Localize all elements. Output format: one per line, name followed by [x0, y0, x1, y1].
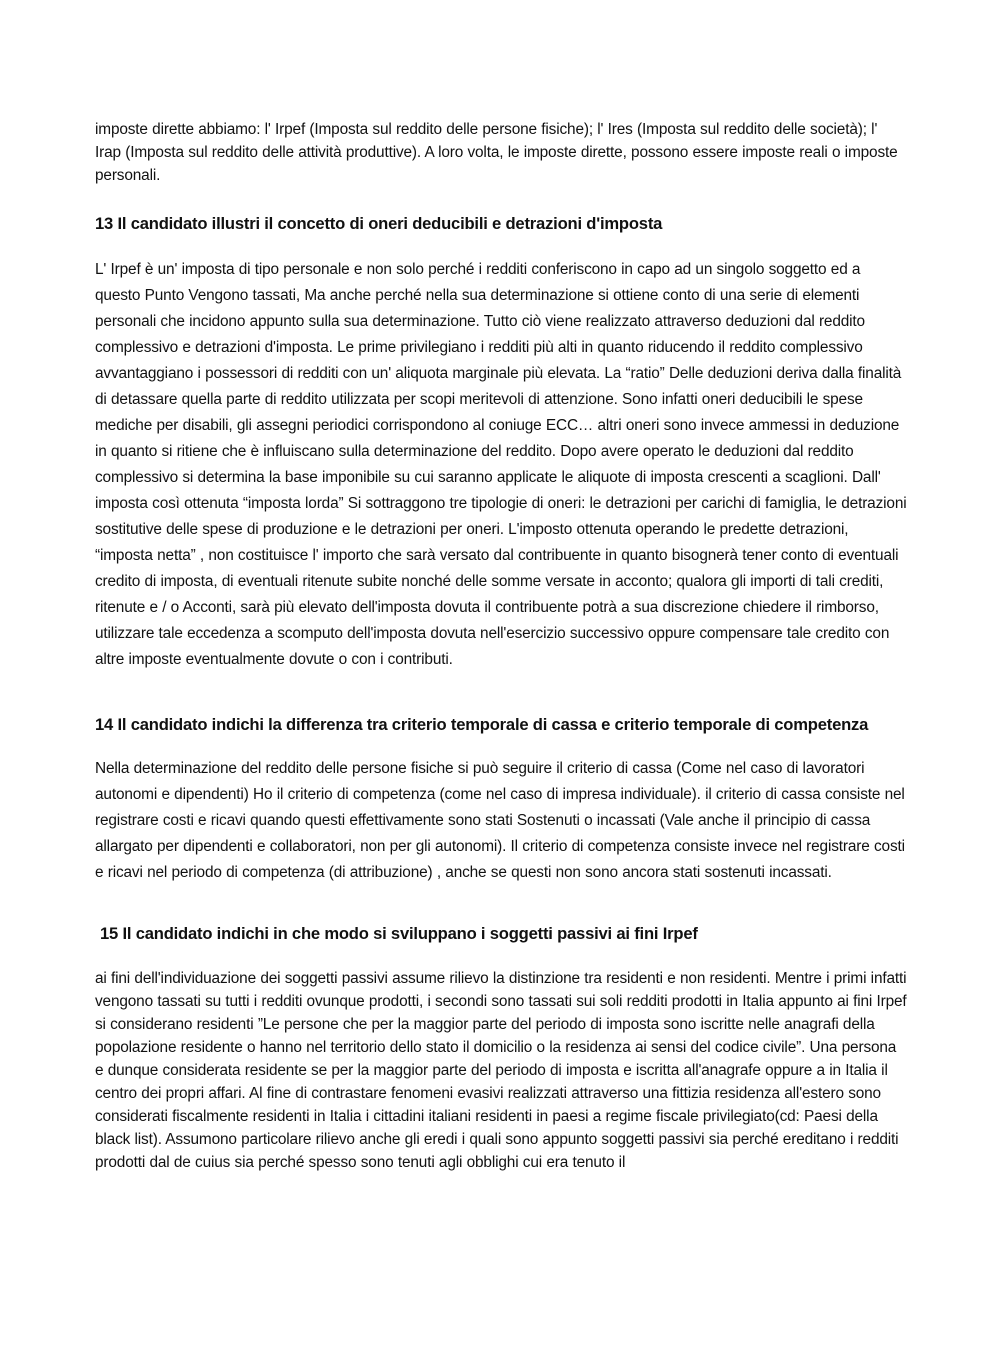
section-15-body: ai fini dell'individuazione dei soggetti passivi assume rilievo la distinzione tra residenti e non residenti. Mentre i primi infatti vengono tassati su tutti i redditi ovunque prodotti, i secondi sono tassati sui soli redditi prodotti in Italia appunto ai fini Irpef si considerano residenti ”Le persone che per la maggior parte del periodo di imposta sono iscritte nelle anagrafi della popolazione residente o hanno nel territorio dello stato il domicilio o la residenza ai sensi del codice civile”. Una persona e dunque considerata residente se per la maggior parte del periodo di imposta e iscritta all'anagrafe oppure a in Italia il centro dei propri affari. Al fine di contrastare fenomeni evasivi realizzati attraverso una fittizia residenza all'estero sono considerati fiscalmente residenti in Italia i cittadini italiani residenti in paesi a regime fiscale privilegiato(cd: Paesi della black list). Assumono particolare rilievo anche gli eredi i quali sono appunto soggetti passivi sia perché ereditano i redditi prodotti dal de cuius sia perché spesso sono tenuti agli obblighi cui era tenuto il — [95, 970, 907, 1171]
section-13-body: L' Irpef è un' imposta di tipo personale e non solo perché i redditi conferiscono in capo ad un singolo soggetto ed a questo Punto Vengono tassati, Ma anche perché nella sua determinazione si ottiene conto di una serie di elementi personali che incidono appunto sulla sua determinazione. Tutto ciò viene realizzato attraverso deduzioni dal reddito complessivo e detrazioni d'imposta. Le prime privilegiano i redditi più alti in quanto riducendo il reddito complessivo avvantaggiano i possessori di redditi con un' aliquota marginale più elevata. La “ratio” Delle deduzioni deriva dalla finalità di detassare quella parte di reddito utilizzata per scopi meritevoli di attenzione. Sono infatti oneri deducibili le spese mediche per disabili, gli assegni periodici corrispondono al coniuge ECC… altri oneri sono invece ammessi in deduzione in quanto si ritiene che è influiscano sulla determinazione del reddito. Dopo avere operato le deduzioni dal reddito complessivo si determina la base imponibile su cui saranno applicate le aliquote di imposta crescenti a scaglioni. Dall' imposta così ottenuta “imposta lorda” Si sottraggono tre tipologie di oneri: le detrazioni per carichi di famiglia, le detrazioni sostitutive delle spese di produzione e le detrazioni per oneri. L'imposto ottenuta operando le predette detrazioni, “imposta netta” , non costituisce l' importo che sarà versato dal contribuente in quanto bisognerà tener conto di eventuali credito di imposta, di eventuali ritenute subite nonché delle somme versate in acconto; qualora gli importi di tali crediti, ritenute e / o Acconti, sarà più elevato dell'imposta dovuta il contribuente potrà a sua discrezione chiedere il rimborso, utilizzare tale eccedenza a scomputo dell'imposta dovuta nell'esercizio successivo oppure compensare tale credito con altre imposte eventualmente dovute o con i contributi. — [95, 261, 907, 668]
section-14-body: Nella determinazione del reddito delle persone fisiche si può seguire il criterio di cassa (Come nel caso di lavoratori autonomi e dipendenti) Ho il criterio di competenza (come nel caso di impresa individuale). il criterio di cassa consiste nel registrare costi e ricavi quando questi effettivamente sono stati Sostenuti o incassati (Vale anche il principio di cassa allargato per dipendenti e collaboratori, non per gli autonomi). Il criterio di competenza consiste invece nel registrare costi e ricavi nel periodo di competenza (di attribuzione) , anche se questi non sono ancora stati sostenuti incassati. — [95, 760, 905, 881]
section-15-heading: 15 Il candidato indichi in che modo si sviluppano i soggetti passivi ai fini Irpef — [100, 924, 698, 943]
section-13-heading: 13 Il candidato illustri il concetto di oneri deducibili e detrazioni d'imposta — [95, 214, 663, 233]
intro-paragraph: imposte dirette abbiamo: l' Irpef (Imposta sul reddito delle persone fisiche); l' Ires (Imposta sul reddito delle società); l' Irap (Imposta sul reddito delle attività produttive). A loro volta, le imposte dirette, possono essere imposte reali o imposte personali. — [95, 121, 898, 184]
section-14-heading: 14 Il candidato indichi la differenza tra criterio temporale di cassa e criterio temporale di competenza — [95, 715, 869, 734]
document-page — [95, 118, 907, 1174]
